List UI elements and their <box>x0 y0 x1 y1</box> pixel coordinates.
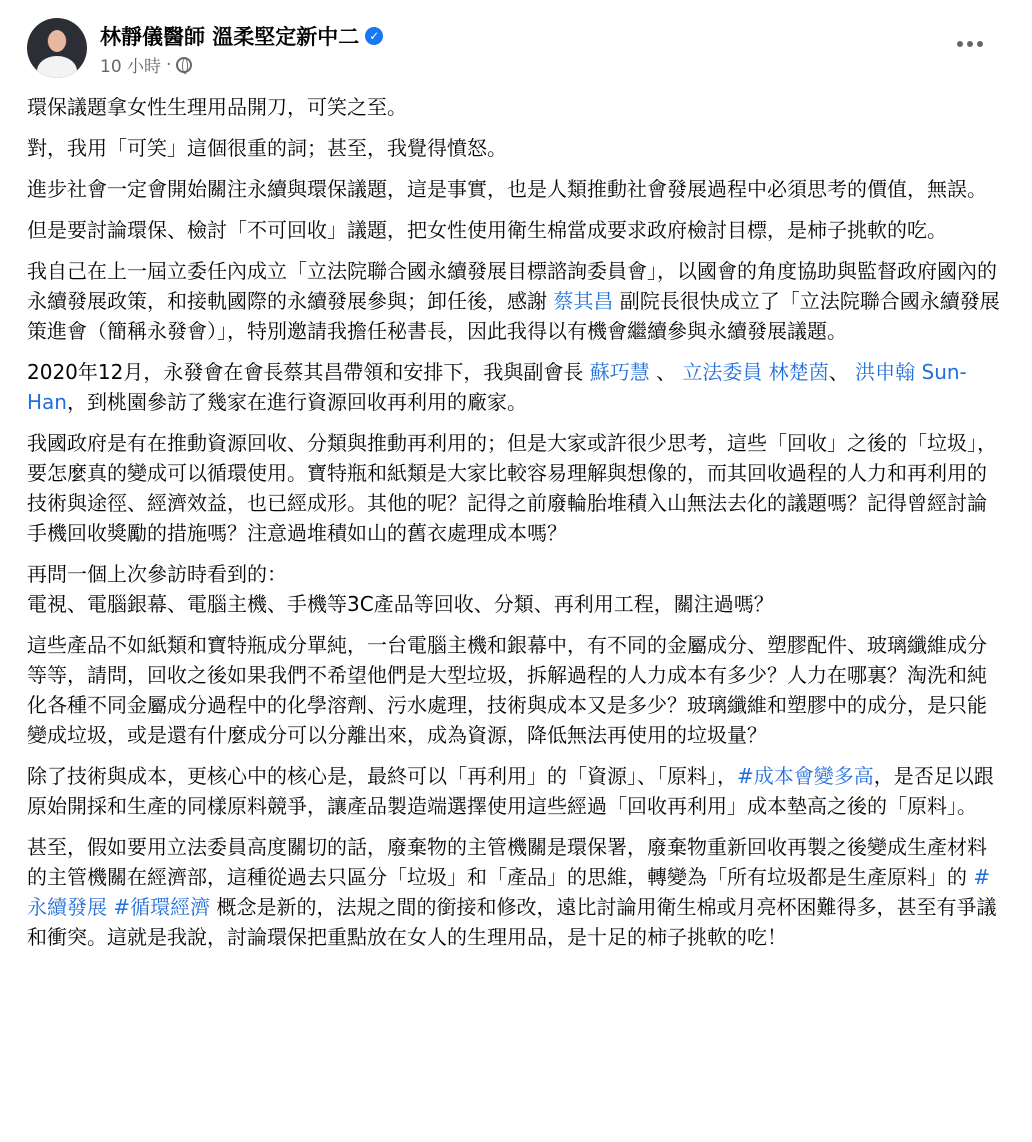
mention-link-su-qiaohui[interactable]: 蘇巧慧 <box>589 360 650 384</box>
hashtag-sustainable-development-link[interactable]: #永續發展 <box>27 865 991 919</box>
hashtag-circular-economy-link[interactable]: #循環經濟 <box>113 895 211 919</box>
post-time[interactable]: 10 小時 <box>100 57 162 77</box>
author-name-row <box>100 21 383 51</box>
paragraph-2: 對，我用「可笑」這個很重的詞；甚至，我覺得憤怒。 <box>27 136 507 160</box>
more-options-icon[interactable] <box>957 41 983 47</box>
paragraph-3: 進步社會一定會開始關注永續與環保議題，這是事實，也是人類推動社會發展過程中必須思考的價值，無誤。 <box>27 177 987 201</box>
paragraph-1: 環保議題拿女性生理用品開刀，可笑之至。 <box>27 95 407 119</box>
paragraph-6-text-c: 、 <box>828 360 856 384</box>
mention-link-sun-han[interactable]: 洪申翰 Sun-Han <box>27 360 967 414</box>
paragraph-7: 我國政府是有在推動資源回收、分類與推動再利用的；但是大家或許很少思考，這些「回收」之後的「垃圾」，要怎麼真的變成可以循環使用。寶特瓶和紙類是大家比較容易理解與想像的，而其回收過程的人力和再利用的技術與途徑、經濟效益，也已經成形。其他的呢？記得之前廢輪胎堆積入山無法去化的議題嗎？記得曾經討論手機回收獎勵的措施嗎？注意過堆積如山的舊衣處理成本嗎？ <box>27 431 997 545</box>
paragraph-10 <box>27 761 1002 821</box>
paragraph-11-text-a: 甚至，假如要用立法委員高度關切的話，廢棄物的主管機關是環保署，廢棄物重新回收再製之後變成生產材料的主管機關在經濟部，這種從過去只區分「垃圾」和「產品」的思維，轉變為「所有垃圾都是生產原料」的 <box>27 835 987 889</box>
paragraph-6-text-d: ，到桃園參訪了幾家在進行資源回收再利用的廠家。 <box>66 390 527 414</box>
paragraph-9: 這些產品不如紙類和寶特瓶成分單純，一台電腦主機和銀幕中，有不同的金屬成分、塑膠配件、玻璃纖維成分等等，請問，回收之後如果我們不希望他們是大型垃圾，拆解過程的人力成本有多少？人力在哪裏？淘洗和純化各種不同金屬成分過程中的化學溶劑、污水處理，技術與成本又是多少？玻璃纖維和塑膠中的成分，是只能變成垃圾，或是還有什麼成分可以分離出來，成為資源，降低無法再使用的垃圾量？ <box>27 633 987 747</box>
paragraph-8-line-2: 電視、電腦銀幕、電腦主機、手機等3C產品等回收、分類、再利用工程，關注過嗎？ <box>27 592 774 616</box>
author-avatar[interactable] <box>27 18 87 78</box>
paragraph-5-text-a: 我自己在上一屆立委任內成立「立法院聯合國永續發展目標諮詢委員會」，以國會的角度協助與監督政府國內的永續發展政策，和接軌國際的永續發展參與；卸任後，感謝 <box>27 259 997 313</box>
more-dot <box>957 41 963 47</box>
avatar-face <box>48 30 66 52</box>
post-meta <box>100 52 192 77</box>
author-name[interactable]: 林靜儀醫師 溫柔堅定新中二 <box>100 25 360 49</box>
paragraph-11 <box>27 832 1002 952</box>
paragraph-5-text-b: 副院長很快成立了「立法院聯合國永續發展策進會（簡稱永發會）」，特別邀請我擔任秘書長，因此我得以有機會繼續參與永續發展議題。 <box>27 289 1000 343</box>
paragraph-6 <box>27 357 1002 417</box>
globe-icon[interactable] <box>176 57 192 73</box>
paragraph-8 <box>27 559 1002 619</box>
mention-link-lin-chuyin[interactable]: 立法委員 林楚茵 <box>682 360 829 384</box>
avatar-body <box>37 56 77 78</box>
paragraph-10-text-a: 除了技術與成本，更核心中的核心是，最終可以「再利用」的「資源」、「原料」， <box>27 764 737 788</box>
verified-badge-icon: ✓ <box>365 27 383 45</box>
paragraph-6-text-a: 2020年12月，永發會在會長蔡其昌帶領和安排下，我與副會長 <box>27 360 590 384</box>
paragraph-5 <box>27 256 1002 346</box>
paragraph-4: 但是要討論環保、檢討「不可回收」議題，把女性使用衛生棉當成要求政府檢討目標，是柿子挑軟的吃。 <box>27 218 947 242</box>
paragraph-6-text-b: 、 <box>649 360 683 384</box>
more-dot <box>967 41 973 47</box>
more-dot <box>977 41 983 47</box>
paragraph-10-text-b: ，是否足以跟原始開採和生產的同樣原料競爭，讓產品製造端選擇使用這些經過「回收再利用」成本墊高之後的「原料」。 <box>27 764 994 818</box>
post-content <box>27 92 1002 963</box>
paragraph-11-text-b: 概念是新的，法規之間的銜接和修改，遠比討論用衛生棉或月亮杯困難得多，甚至有爭議和衝突。這就是我說，討論環保把重點放在女人的生理用品，是十足的柿子挑軟的吃！ <box>27 895 997 949</box>
mention-link-cai-qichang[interactable]: 蔡其昌 <box>553 289 614 313</box>
meta-separator: · <box>166 54 172 75</box>
post-header <box>27 14 1012 80</box>
paragraph-8-line-1: 再問一個上次參訪時看到的： <box>27 562 287 586</box>
hashtag-cost-link[interactable]: #成本會變多高 <box>737 764 874 788</box>
